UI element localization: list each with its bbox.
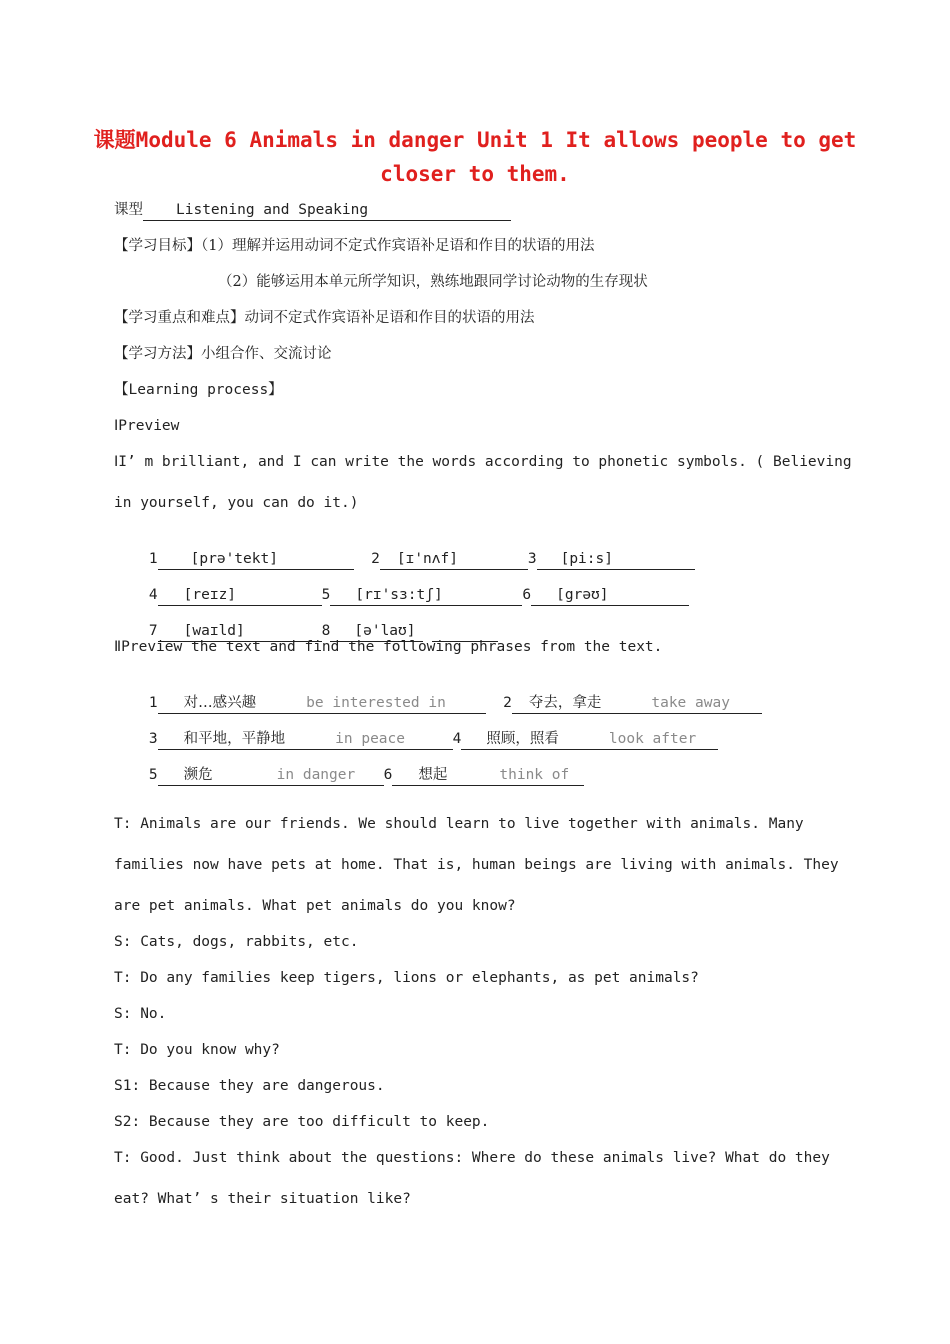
phonetic-blank[interactable]: [reɪz] [158, 585, 322, 606]
phonetic-blank[interactable]: [rɪ'sɜ:tʃ] [330, 585, 522, 606]
dialogue-teacher-1b: families now have pets at home. That is, human beings are living with animals. They [114, 857, 839, 873]
phonetic-blank[interactable]: [prə'tekt] [158, 549, 354, 570]
lesson-type-label: 课型 [114, 202, 143, 218]
phonetic-num: 8 [321, 623, 331, 639]
key-points-value: 动词不定式作宾语补足语和作目的状语的用法 [244, 310, 535, 326]
dialogue-teacher-1a: T: Animals are our friends. We should learn to live together with animals. Many [114, 816, 804, 832]
dialogue-teacher-3: T: Do you know why? [114, 1042, 280, 1058]
phrase-blank[interactable] [158, 765, 384, 786]
phrase-answer: be interested in [306, 695, 446, 711]
phonetic-blank[interactable]: [pi:s] [537, 549, 695, 570]
objectives-row [114, 236, 594, 256]
phrase-num: 1 [148, 695, 158, 711]
phonetic-num: 1 [148, 551, 158, 567]
phrase-answer: look after [608, 731, 697, 747]
phrase-cn: 夺去，拿走 [528, 695, 602, 711]
task2-intro: ⅡPreview the text and find the following phrases from the text. [114, 639, 663, 655]
key-points-row [114, 308, 535, 328]
dialogue-teacher-1c: are pet animals. What pet animals do you know? [114, 898, 516, 914]
dialogue-student-4: S2: Because they are too difficult to keep. [114, 1114, 490, 1130]
method-value: 小组合作、交流讨论 [201, 346, 332, 362]
preview-heading: ⅠPreview [114, 418, 180, 434]
lesson-type-row [114, 200, 511, 221]
dialogue-teacher-4a: T: Good. Just think about the questions: Where do these animals live? What do they [114, 1150, 830, 1166]
dialogue-student-3: S1: Because they are dangerous. [114, 1078, 385, 1094]
phrase-num: 6 [383, 767, 393, 783]
phonetic-blank[interactable]: [waɪld] [158, 621, 322, 642]
objective-2: （2）能够运用本单元所学知识，熟练地跟同学讨论动物的生存现状 [218, 274, 648, 290]
phrase-cn: 对…感兴趣 [183, 695, 257, 711]
task1-intro-line1: ⅠI’ m brilliant, and I can write the words according to phonetic symbols. ( Believing [114, 454, 852, 470]
dialogue-teacher-2: T: Do any families keep tigers, lions or elephants, as pet animals? [114, 970, 699, 986]
key-points-label: 【学习重点和难点】 [114, 310, 245, 326]
phonetic-blank[interactable]: [grəʊ] [531, 585, 689, 606]
method-row [114, 344, 332, 364]
phonetic-num: 6 [522, 587, 532, 603]
phonetic-num: 5 [321, 587, 331, 603]
objective-1: （1）理解并运用动词不定式作宾语补足语和作目的状语的用法 [201, 238, 595, 254]
phrase-num: 3 [148, 731, 158, 747]
lesson-title-line2: closer to them. [380, 162, 570, 186]
phrase-answer: in peace [335, 731, 405, 747]
dialogue-student-2: S: No. [114, 1006, 167, 1022]
phrase-answer: in danger [276, 767, 356, 783]
dialogue-teacher-4b: eat? What’ s their situation like? [114, 1191, 411, 1207]
lesson-title-line1: 课题Module 6 Animals in danger Unit 1 It allows people to get [93, 128, 857, 152]
phonetic-blank[interactable]: [ə'laʊ] [330, 621, 423, 642]
phrase-num: 2 [503, 695, 512, 711]
phrase-cn: 想起 [418, 767, 448, 783]
phonetic-num: 7 [148, 623, 158, 639]
phonetic-num: 3 [527, 551, 537, 567]
phrase-answer: take away [651, 695, 730, 711]
dialogue-student-1: S: Cats, dogs, rabbits, etc. [114, 934, 359, 950]
phrase-blank[interactable] [392, 765, 584, 786]
phrase-num: 4 [452, 731, 462, 747]
objectives-label: 【学习目标】 [114, 238, 201, 254]
phrase-answer: think of [499, 767, 570, 783]
phrase-cn: 濒危 [183, 767, 213, 783]
method-label: 【学习方法】 [114, 346, 201, 362]
process-heading: 【Learning process】 [114, 382, 283, 398]
phrase-cn: 照顾，照看 [486, 731, 559, 747]
phrase-cn: 和平地，平静地 [183, 731, 286, 747]
phonetic-num: 4 [148, 587, 158, 603]
phonetic-blank[interactable]: [ɪ'nʌf] [380, 549, 528, 570]
phonetic-num: 2 [371, 551, 380, 567]
lesson-type-value: Listening and Speaking [143, 200, 511, 221]
task1-intro-line2: in yourself, you can do it.) [114, 495, 359, 511]
phrase-num: 5 [148, 767, 158, 783]
phrase-row-3 [114, 745, 584, 806]
